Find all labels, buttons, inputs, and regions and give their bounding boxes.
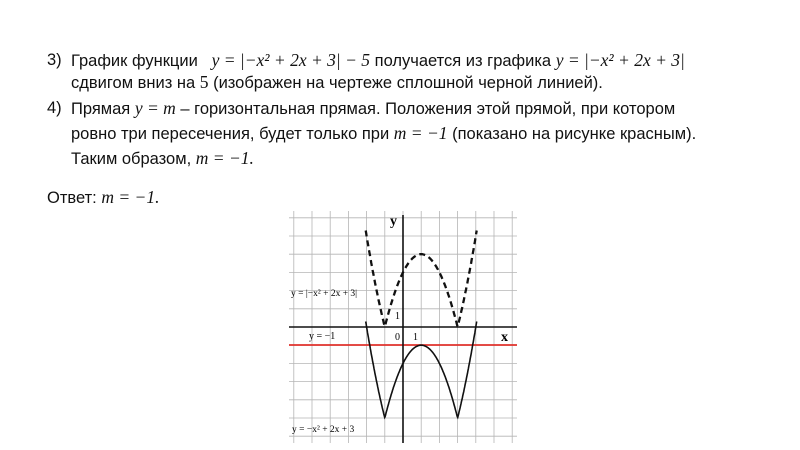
axis-x-label: x [501,330,508,345]
text: Прямая [71,100,131,118]
unit-x-label: 1 [413,332,418,343]
item-number: 3) [47,51,62,69]
label-parabola: y = −x² + 2x + 3 [292,425,355,435]
formula: m = −1 [393,123,448,143]
answer-label: Ответ: [47,189,97,207]
text: получается из графика [374,52,552,70]
text: ровно три пересечения, будет только при [71,125,390,143]
formula: 5 [199,72,209,92]
unit-y-label: 1 [395,311,400,322]
formula: y = |−x² + 2x + 3| − 5 [211,50,371,70]
text: – горизонтальная прямая. Положения этой прямой, при котором [180,100,676,118]
axis-y-label: y [390,214,397,229]
text: (изображен на чертеже сплошной черной линией). [213,74,603,92]
function-graph [289,211,517,443]
formula: m = −1. [195,148,254,168]
text: Таким образом, [71,150,192,168]
label-line: y = −1 [309,331,336,342]
text: График функции [71,52,198,70]
formula: y = |−x² + 2x + 3| [555,50,685,70]
label-abs: y = |−x² + 2x + 3| [291,289,358,299]
item-number: 4) [47,99,62,117]
answer-formula: m = −1. [101,187,160,207]
origin-label: 0 [395,332,400,343]
text: сдвигом вниз на [71,74,196,92]
text: (показано на рисунке красным). [452,125,697,143]
formula: y = m [134,98,176,118]
